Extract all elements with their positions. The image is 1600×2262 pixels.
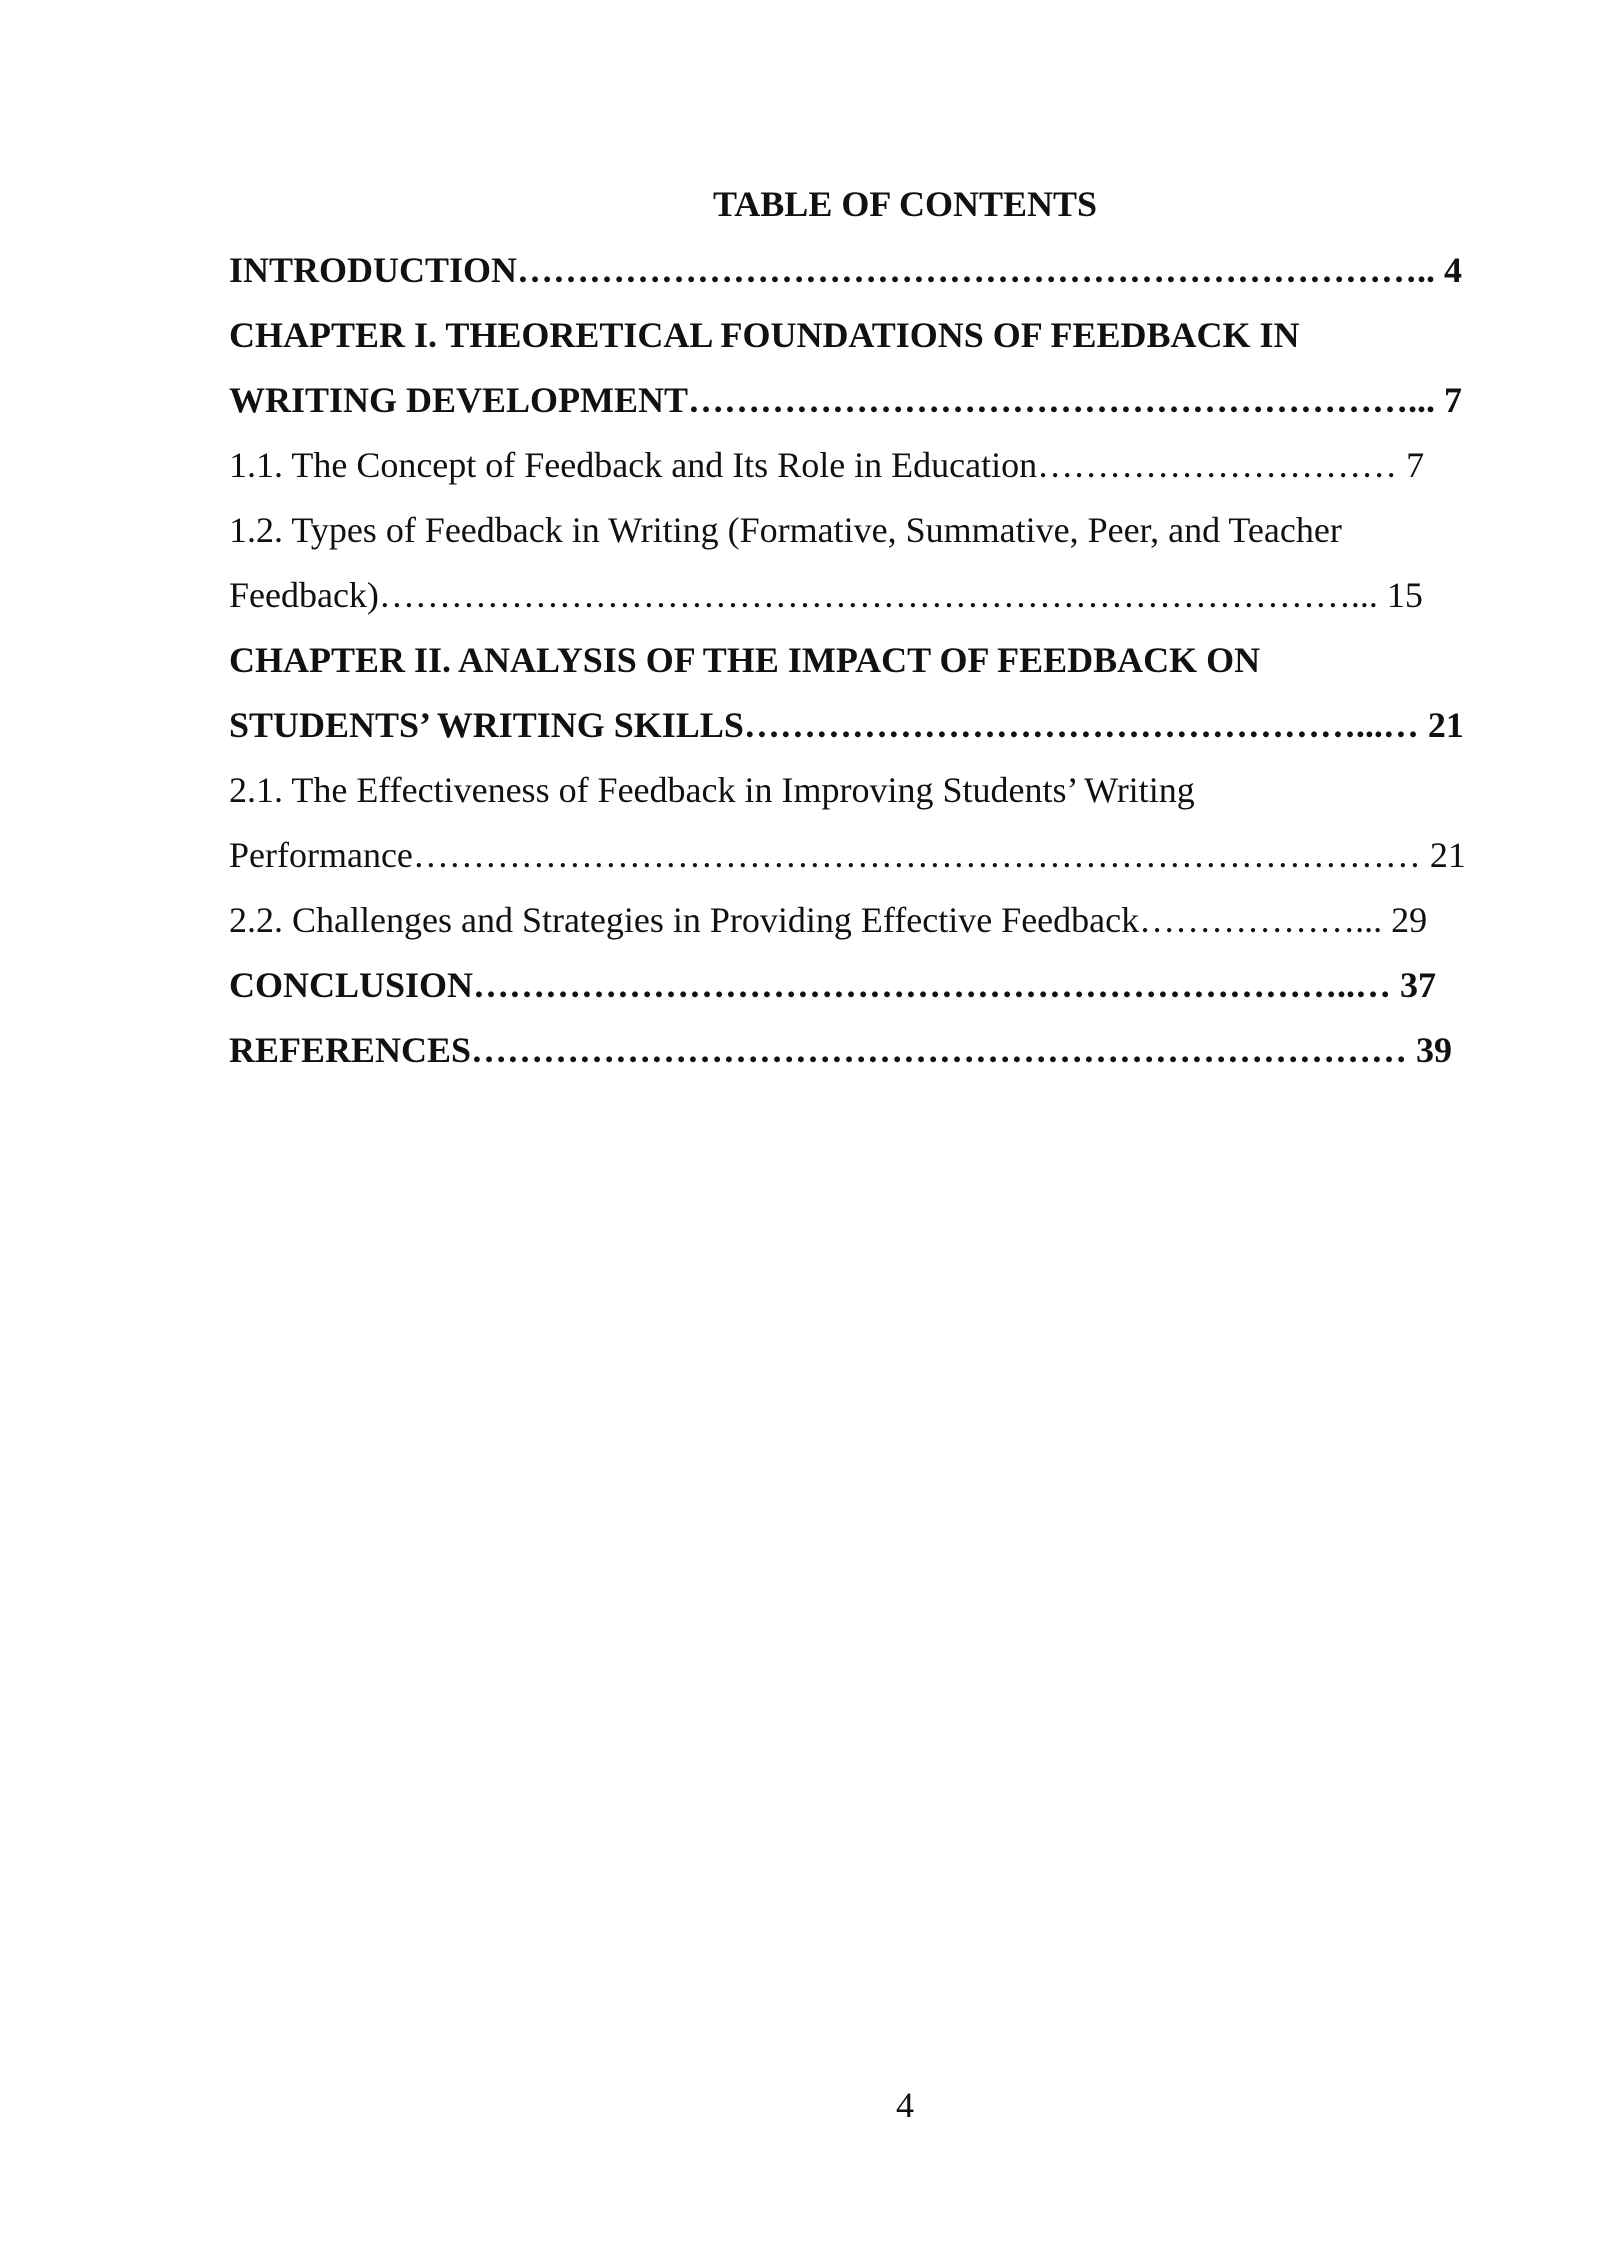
toc-entry-chapter-1-title-line-1: CHAPTER I. THEORETICAL FOUNDATIONS OF FEEDBACK IN — [229, 315, 1300, 355]
page-number: 4 — [896, 2085, 914, 2125]
toc-title: TABLE OF CONTENTS — [712, 184, 1098, 224]
toc-entry-section-1-1: 1.1. The Concept of Feedback and Its Role in Education………………………… 7 — [229, 445, 1425, 485]
toc-entry-chapter-2-title-line-2: STUDENTS’ WRITING SKILLS……………………………………………...… 21 — [229, 705, 1464, 745]
toc-entry-section-2-1-line-2: Performance………………………………………………………………………… 21 — [229, 835, 1466, 875]
toc-entry-chapter-1-title-line-2: WRITING DEVELOPMENT……………………………………………………... 7 — [229, 380, 1463, 420]
toc-entry-section-2-1-line-1: 2.1. The Effectiveness of Feedback in Improving Students’ Writing — [229, 770, 1195, 810]
toc-entry-chapter-2-title-line-1: CHAPTER II. ANALYSIS OF THE IMPACT OF FEEDBACK ON — [229, 640, 1261, 680]
toc-entry-introduction: INTRODUCTION………………………………………………………………….. 4 — [229, 250, 1463, 290]
toc-entry-section-1-2-line-2: Feedback)………………………………………………………………………... 15 — [229, 575, 1423, 615]
toc-list — [229, 245, 1489, 1090]
toc-entry-section-2-2: 2.2. Challenges and Strategies in Providing Effective Feedback………………... 29 — [229, 900, 1428, 940]
toc-entry-conclusion: CONCLUSION………………………………………………………………..… 37 — [229, 965, 1437, 1005]
toc-entry-references: REFERENCES…………………………………………………………………… 39 — [229, 1030, 1453, 1070]
toc-entry-section-1-2-line-1: 1.2. Types of Feedback in Writing (Formative, Summative, Peer, and Teacher — [229, 510, 1342, 550]
